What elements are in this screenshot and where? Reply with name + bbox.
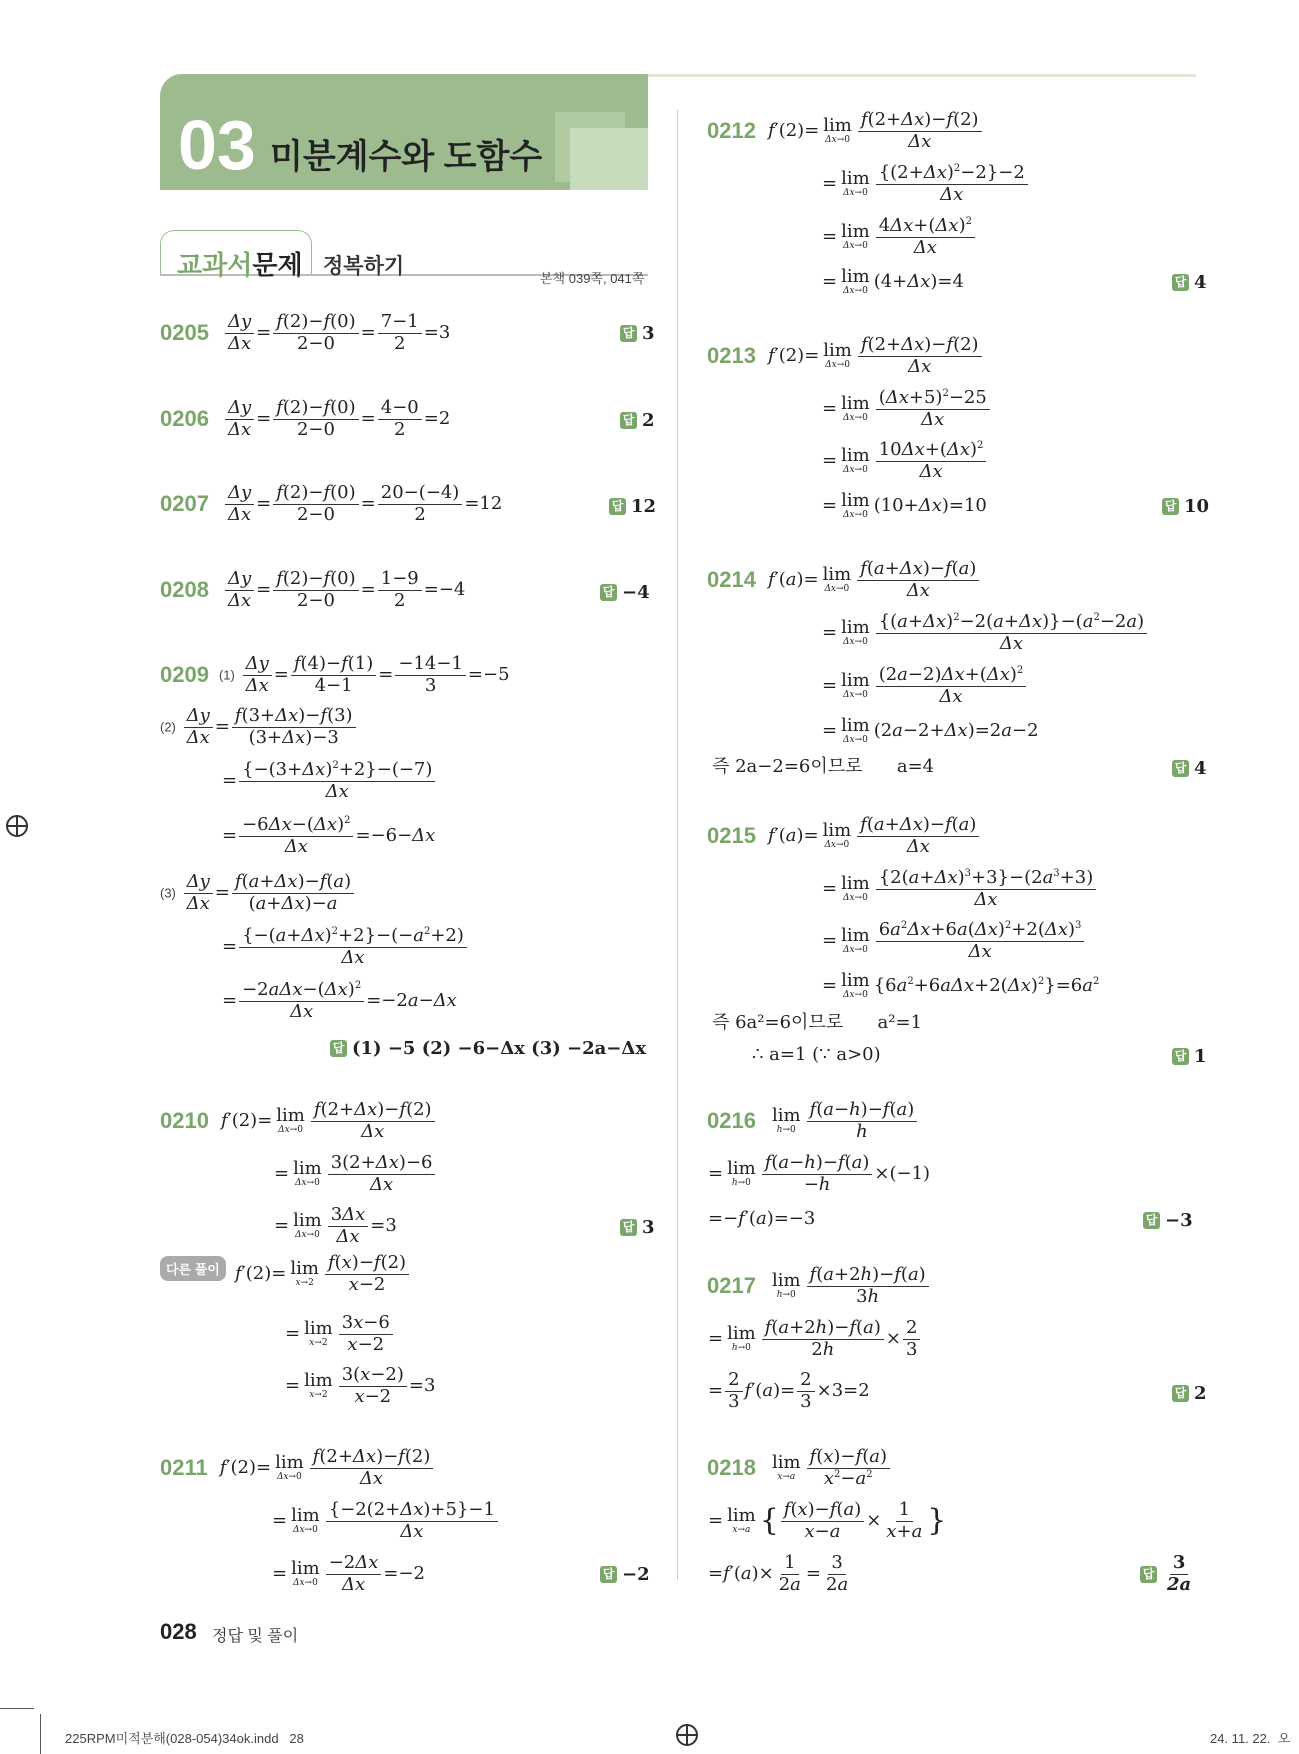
problem-0214 [707,559,981,601]
alternate-solution: f′(2)= lim x→2 $\frac{f(x)-f(2)}{x-2}$ [235,1253,411,1295]
solution-line: lim h→0 $\frac{f(a+2h)-f(a)}{3h}$ [768,1265,931,1307]
answer-0205 [620,323,655,344]
section-title [177,245,303,282]
answer-0216 [1143,1210,1193,1231]
solution-step: = lim Δx→0 $\frac{3(2+\Delta x)-6}{\Delta x}$ [274,1153,437,1195]
answer-value: 1 [1194,1046,1207,1067]
solution-step: = lim h→0 $\frac{f(a-h)-f(a)}{-h}$ ×(−1) [708,1152,931,1195]
answer-0206 [620,410,655,431]
answer-badge: 답 [1172,1385,1189,1402]
answer-0207 [609,496,656,517]
problem-number: 0208 [160,577,209,603]
solution-step: = lim Δx→0 $\frac{(2a-2)\Delta x+(\Delta x)^2}{\Delta x}$ [822,665,1028,707]
answer-value: 3 [642,323,655,344]
solution-line: f′(2)= lim Δx→0 $\frac{f(2+\Delta x)-f(2)}{\Delta x}$ [220,1447,436,1489]
problem-0212 [707,110,984,152]
page-number: 028 [160,1619,197,1644]
problem-0209-part3 [160,872,356,914]
answer-value: (1) −5 (2) −6−Δx (3) −2a−Δx [352,1038,647,1059]
registration-mark-bottom [676,1724,698,1746]
solution-line: (2) $\frac{\Delta y}{\Delta x}$ = $\frac{f(3+\Delta x)-f(3)}{(3+\Delta x)-3}$ [160,706,358,748]
answer-badge: 답 [609,498,626,515]
answer-value: 2 [1194,1383,1207,1404]
problem-0206 [160,398,450,440]
answer-0217 [1172,1383,1207,1404]
solution-line: (3) $\frac{\Delta y}{\Delta x}$ = $\frac{f(a+\Delta x)-f(a)}{(a+\Delta x)-a}$ [160,872,356,914]
chapter-title: 미분계수와 도함수 [270,138,543,176]
banner-deco-2 [570,128,648,190]
answer-value: 4 [1194,758,1207,779]
solution-step: = lim Δx→0 $\frac{3\Delta x}{\Delta x}$ =3 [274,1204,397,1247]
problem-number: 0211 [160,1455,208,1481]
problem-number: 0205 [160,320,209,346]
problem-number: 0216 [707,1108,756,1134]
solution-step: = lim Δx→0 $\frac{4\Delta x+(\Delta x)^2}{\Delta x}$ [822,216,977,258]
problem-0209-part1 [160,654,510,696]
solution-line: f′(a)= lim Δx→0 $\frac{f(a+\Delta x)-f(a)}{\Delta x}$ [768,815,981,857]
answer-value: 4 [1194,272,1207,293]
solution-line: $\frac{\Delta y}{\Delta x}$ = $\frac{f(2)-f(0)}{2-0}$ = $\frac{4-0}{2}$ =2 [223,398,450,440]
print-date: 24. 11. 22. 오 [1210,1731,1291,1746]
answer-denominator: 2a [1167,1573,1192,1595]
solution-step: = lim Δx→0 $\frac{10\Delta x+(\Delta x)^2}{\Delta x}$ [822,440,988,482]
solution-step: =−f′(a)=−3 [708,1208,816,1229]
solution-step: = $\frac{\{-(a+\Delta x)^2+2\}-(-a^2+2)}{\Delta x}$ [222,926,469,968]
answer-badge: 답 [1162,498,1179,515]
solution-step: =f′(a)× $\frac{1}{2a}$ = $\frac{3}{2a}$ [708,1552,849,1595]
answer-badge: 답 [600,584,617,601]
solution-step: = lim Δx→0 $\frac{\{(a+\Delta x)^2-2(a+\Delta x)\}-(a^2-2a)}{\Delta x}$ [822,612,1149,654]
section-title-b: 문제 [252,250,303,280]
solution-line: $\frac{\Delta y}{\Delta x}$ = $\frac{f(2)-f(0)}{2-0}$ = $\frac{20-(-4)}{2}$ =12 [223,483,502,525]
registration-mark-left [6,815,28,837]
problem-number: 0210 [160,1108,209,1134]
problem-0217 [707,1265,931,1307]
answer-badge: 답 [600,1566,617,1583]
problem-number: 0207 [160,491,209,517]
solution-step: = lim Δx→0 $\frac{\{-2(2+\Delta x)+5\}-1}{\Delta x}$ [272,1500,500,1542]
solution-line: $\frac{\Delta y}{\Delta x}$ = $\frac{f(2)-f(0)}{2-0}$ = $\frac{1-9}{2}$ =−4 [223,569,465,611]
solution-line: lim h→0 $\frac{f(a-h)-f(a)}{h}$ [768,1100,919,1142]
solution-line: f′(2)= lim Δx→0 $\frac{f(2+\Delta x)-f(2)}{\Delta x}$ [768,335,984,377]
top-rule [648,74,1196,77]
solution-step: = lim x→2 $\frac{3(x-2)}{x-2}$ =3 [285,1364,436,1407]
answer-value: −2 [622,1564,650,1585]
answer-value: 2 [642,410,655,431]
problem-0213 [707,335,984,377]
solution-step: = lim Δx→0 $\frac{(\Delta x+5)^2-25}{\Delta x}$ [822,388,992,430]
answer-0212 [1172,272,1207,293]
crop-mark-vertical [40,1714,41,1754]
answer-badge: 답 [1172,1048,1189,1065]
problem-number: 0217 [707,1273,756,1299]
alternate-solution-label: 다른 풀이 [160,1256,226,1281]
problem-0209-part2 [160,706,358,748]
solution-step: = lim Δx→0 $\frac{\{(2+\Delta x)^2-2\}-2}{\Delta x}$ [822,163,1030,205]
crop-mark [0,1708,34,1709]
answer-badge: 답 [1172,760,1189,777]
solution-step: = lim x→a { $\frac{f(x)-f(a)}{x-a}$ × $\frac{1}{x+a}$ } [708,1499,947,1542]
solution-step: = lim Δx→0 $\{6a^2+6a\Delta x+2(\Delta x)^2\}=6a^2$ [822,970,1100,1000]
answer-0209 [330,1038,646,1059]
conclusion-0215: 즉 6a²=6이므로 a²=1 [712,1012,923,1033]
solution-step: = lim Δx→0 $\frac{\{2(a+\Delta x)^3+3\}-(2a^3+3)}{\Delta x}$ [822,868,1098,910]
answer-value [1164,1553,1194,1595]
answer-0218 [1140,1553,1196,1595]
answer-0214 [1172,758,1207,779]
problem-number: 0212 [707,118,756,144]
problem-0215 [707,815,981,857]
answer-0213 [1162,496,1209,517]
problem-0210 [160,1100,437,1142]
answer-badge: 답 [330,1040,347,1057]
answer-badge: 답 [620,325,637,342]
book-reference: 본책 039쪽, 041쪽 [540,271,645,286]
answer-0211 [600,1564,650,1585]
solution-step: = lim Δx→0 (2a−2+Δx)=2a−2 [822,715,1039,745]
conclusion-0214: 즉 2a−2=6이므로 a=4 [712,756,935,777]
problem-number: 0213 [707,343,756,369]
answer-value: 3 [642,1217,655,1238]
answer-badge: 답 [1143,1212,1160,1229]
problem-number: 0215 [707,823,756,849]
solution-line: (1) $\frac{\Delta y}{\Delta x}$ = $\frac{f(4)-f(1)}{4-1}$ = $\frac{-14-1}{3}$ =−5 [218,653,510,696]
answer-badge: 답 [1140,1566,1157,1583]
problem-0207 [160,483,502,525]
column-divider [677,110,678,1580]
problem-0208 [160,569,465,611]
problem-0211 [160,1447,435,1489]
file-info: 225RPM미적분해(028-054)34ok.indd 28 [65,1731,304,1746]
solution-step: = lim Δx→0 $\frac{-2\Delta x}{\Delta x}$ =−2 [272,1552,426,1595]
problem-number: 0214 [707,567,756,593]
problem-0218 [707,1447,892,1489]
answer-value: −4 [622,582,650,603]
solution-step: = lim Δx→0 $\frac{6a^2\Delta x+6a(\Delta x)^2+2(\Delta x)^3}{\Delta x}$ [822,920,1086,962]
problem-0216 [707,1100,919,1142]
solution-step: = lim Δx→0 (4+Δx)=4 [822,266,964,296]
solution-step: = lim h→0 $\frac{f(a+2h)-f(a)}{2h}$ × $\frac{2}{3}$ [708,1318,922,1360]
conclusion-0215-b: ∴ a=1 (∵ a>0) [752,1044,881,1065]
answer-badge: 답 [620,412,637,429]
problem-number: 0218 [707,1455,756,1481]
solution-step: = lim Δx→0 (10+Δx)=10 [822,490,987,520]
solution-step: = $\frac{2}{3}$ f′(a)= $\frac{2}{3}$ ×3=2 [708,1369,870,1412]
answer-badge: 답 [620,1219,637,1236]
solution-step: = lim x→2 $\frac{3x-6}{x-2}$ [285,1313,395,1355]
section-subtitle: 정복하기 [323,255,405,278]
page-label: 정답 및 풀이 [212,1628,299,1645]
answer-badge: 답 [1172,274,1189,291]
answer-value: −3 [1165,1210,1193,1231]
solution-step: = $\frac{\{-(3+\Delta x)^2+2\}-(-7)}{\Delta x}$ [222,760,437,802]
problem-0205 [160,312,450,354]
problem-number: 0209 [160,662,209,688]
solution-line: $\frac{\Delta y}{\Delta x}$ = $\frac{f(2)-f(0)}{2-0}$ = $\frac{7-1}{2}$ =3 [223,312,450,354]
solution-line: f′(a)= lim Δx→0 $\frac{f(a+\Delta x)-f(a)}{\Delta x}$ [768,559,981,601]
answer-value: 12 [631,496,657,517]
answer-numerator: 3 [1170,1553,1189,1575]
answer-0208 [600,582,650,603]
problem-number: 0206 [160,406,209,432]
answer-0210 [620,1217,655,1238]
solution-step: = $\frac{-2a\Delta x-(\Delta x)^2}{\Delta x}$ =−2a−Δx [222,979,457,1022]
solution-line: f′(2)= lim Δx→0 $\frac{f(2+\Delta x)-f(2)}{\Delta x}$ [221,1100,437,1142]
solution-line: f′(2)= lim Δx→0 $\frac{f(2+\Delta x)-f(2)}{\Delta x}$ [768,110,984,152]
chapter-number: 03 [178,106,256,184]
solution-line: lim x→a $\frac{f(x)-f(a)}{x^2-a^2}$ [768,1447,892,1489]
solution-step: = $\frac{-6\Delta x-(\Delta x)^2}{\Delta x}$ =−6−Δx [222,814,436,857]
answer-value: 10 [1184,496,1210,517]
answer-0215 [1172,1046,1207,1067]
section-title-a: 교과서 [177,250,253,280]
